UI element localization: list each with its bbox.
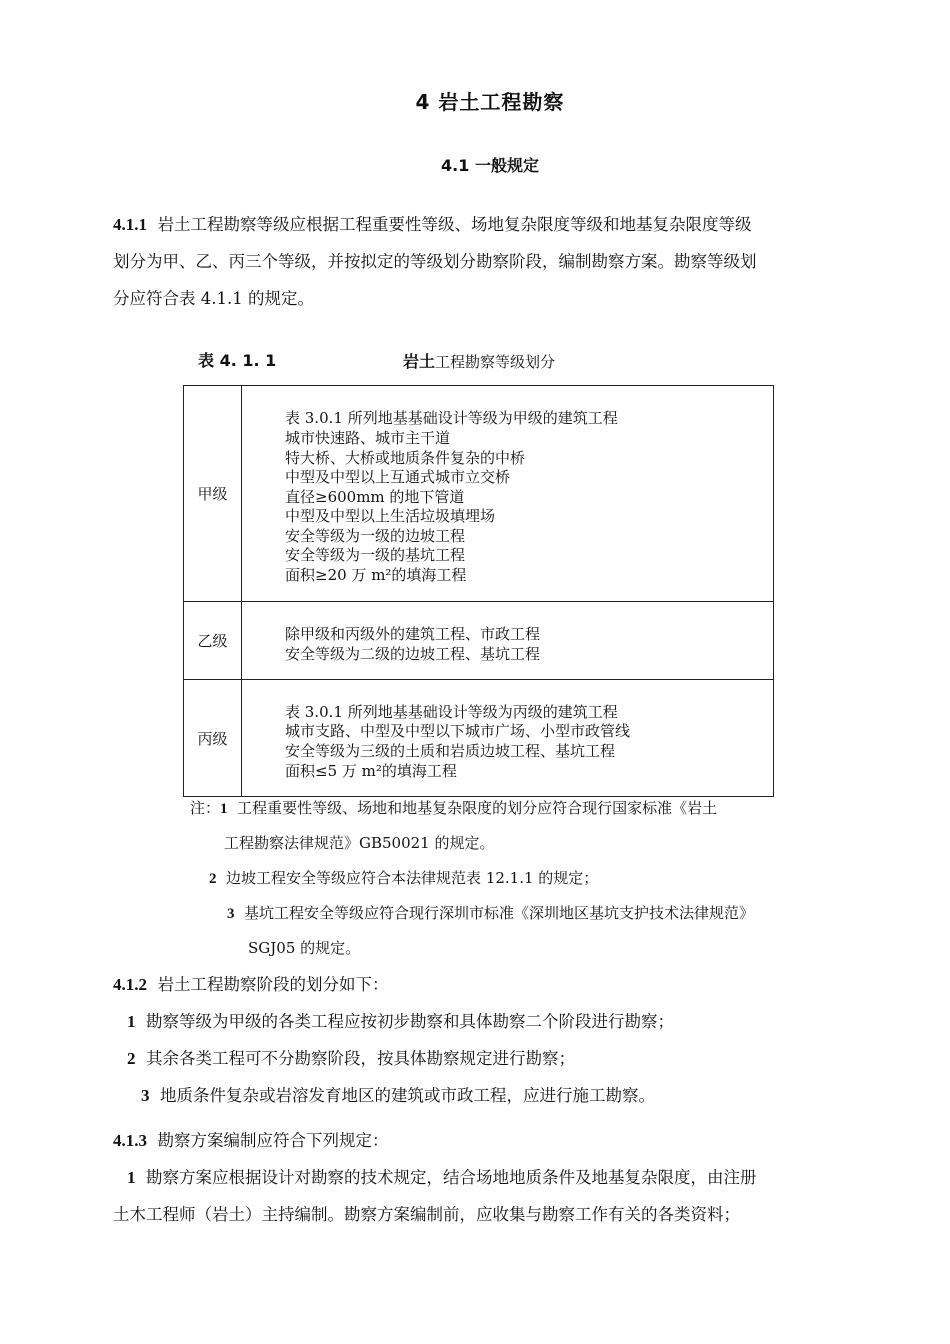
item-number: 1 xyxy=(127,1012,136,1031)
note-3-cont: SGJ05 的规定。 xyxy=(248,939,361,957)
clause-text: 勘察方案编制应符合下列规定： xyxy=(157,1131,389,1150)
table-row xyxy=(184,680,774,797)
table-title-bold: 岩土 xyxy=(403,352,436,371)
table-title-rest: 工程勘察等级划分 xyxy=(435,353,556,371)
note-text: 工程重要性等级、场地和地基复杂限度的划分应符合现行国家标准《岩土 xyxy=(237,799,718,817)
note-number: 2 xyxy=(209,871,217,887)
list-item xyxy=(113,1003,865,1040)
chapter-title: 4 岩土工程勘察 xyxy=(415,90,565,114)
clause-4-1-3 xyxy=(113,1122,865,1233)
item-text: 地质条件复杂或岩溶发育地区的建筑或市政工程，应进行施工勘察。 xyxy=(160,1086,655,1105)
grade-items-cell xyxy=(242,680,774,797)
list-item: 特大桥、大桥或地质条件复杂的中桥 xyxy=(285,448,526,467)
section-title: 4.1 一般规定 xyxy=(441,156,539,175)
clause-line xyxy=(113,1122,865,1159)
item-number: 2 xyxy=(127,1049,136,1068)
note-prefix: 注： xyxy=(190,799,221,817)
note-number: 1 xyxy=(220,801,228,817)
list-item: 安全等级为一级的基坑工程 xyxy=(285,546,466,565)
grade-table xyxy=(183,385,774,797)
grade-cell: 甲级 xyxy=(184,386,242,602)
grade-cell: 乙级 xyxy=(184,602,242,680)
item-number: 1 xyxy=(127,1168,136,1187)
table-number: 表 4. 1. 1 xyxy=(198,351,277,370)
list-item: 中型及中型以上互通式城市立交桥 xyxy=(285,468,511,487)
note-3 xyxy=(227,902,754,925)
clause-4-1-2 xyxy=(113,966,865,1114)
note-number: 3 xyxy=(227,906,235,922)
clause-4-1-1 xyxy=(113,206,865,317)
list-item: 安全等级为一级的边坡工程 xyxy=(285,526,466,545)
list-item: 中型及中型以上生活垃圾填埋场 xyxy=(285,507,496,526)
list-item: 安全等级为三级的土质和岩质边坡工程、基坑工程 xyxy=(285,742,616,760)
list-item: 直径≥600mm 的地下管道 xyxy=(285,487,465,506)
note-1-cont: 工程勘察法律规范》GB50021 的规定。 xyxy=(224,834,495,852)
list-item: 面积≥20 万 m²的填海工程 xyxy=(285,566,467,585)
item-number: 3 xyxy=(141,1086,150,1105)
grade-cell: 丙级 xyxy=(184,680,242,797)
clause-number: 4.1.3 xyxy=(113,1131,147,1150)
table-caption xyxy=(198,348,758,374)
list-item: 面积≤5 万 m²的填海工程 xyxy=(285,761,457,780)
item-text: 其余各类工程可不分勘察阶段，按具体勘察规定进行勘察； xyxy=(146,1049,575,1068)
list-item: 除甲级和丙级外的建筑工程、市政工程 xyxy=(285,624,541,643)
clause-line xyxy=(113,206,865,243)
list-item xyxy=(113,1040,865,1077)
clause-number: 4.1.1 xyxy=(113,215,147,234)
note-1 xyxy=(190,797,717,820)
clause-line: 分应符合表 4.1.1 的规定。 xyxy=(113,289,314,308)
note-text: 边坡工程安全等级应符合本法律规范表 12.1.1 的规定； xyxy=(226,869,599,887)
clause-text: 岩土工程勘察等级应根据工程重要性等级、场地复杂限度等级和地基复杂限度等级 xyxy=(157,215,752,234)
item-text: 勘察方案应根据设计对勘察的技术规定，结合场地地质条件及地基复杂限度，由注册 xyxy=(146,1168,757,1187)
note-text: 基坑工程安全等级应符合现行深圳市标准《深圳地区基坑支护技术法律规范》 xyxy=(244,904,755,922)
note-2 xyxy=(209,867,598,890)
clause-text: 岩土工程勘察阶段的划分如下： xyxy=(157,975,389,994)
list-item: 表 3.0.1 所列地基基础设计等级为丙级的建筑工程 xyxy=(285,702,618,721)
table-row xyxy=(184,602,774,680)
grade-items-cell xyxy=(242,386,774,602)
list-item: 城市快速路、城市主干道 xyxy=(285,428,451,447)
list-item: 城市支路、中型及中型以下城市广场、小型市政管线 xyxy=(285,722,631,741)
clause-line: 划分为甲、乙、丙三个等级，并按拟定的等级划分勘察阶段，编制勘察方案。勘察等级划 xyxy=(113,252,757,271)
item-text: 勘察等级为甲级的各类工程应按初步勘察和具体勘察二个阶段进行勘察； xyxy=(146,1012,674,1031)
list-item: 表 3.0.1 所列地基基础设计等级为甲级的建筑工程 xyxy=(285,409,618,428)
clause-number: 4.1.2 xyxy=(113,975,147,994)
list-item xyxy=(113,1159,865,1196)
clause-line xyxy=(113,966,865,1003)
list-item xyxy=(113,1077,865,1114)
list-item-cont: 土木工程师（岩土）主持编制。勘察方案编制前，应收集与勘察工作有关的各类资料； xyxy=(113,1205,740,1224)
table-row xyxy=(184,386,774,602)
table-title xyxy=(403,349,555,372)
grade-items-cell xyxy=(242,602,774,680)
list-item: 安全等级为二级的边坡工程、基坑工程 xyxy=(285,644,541,663)
